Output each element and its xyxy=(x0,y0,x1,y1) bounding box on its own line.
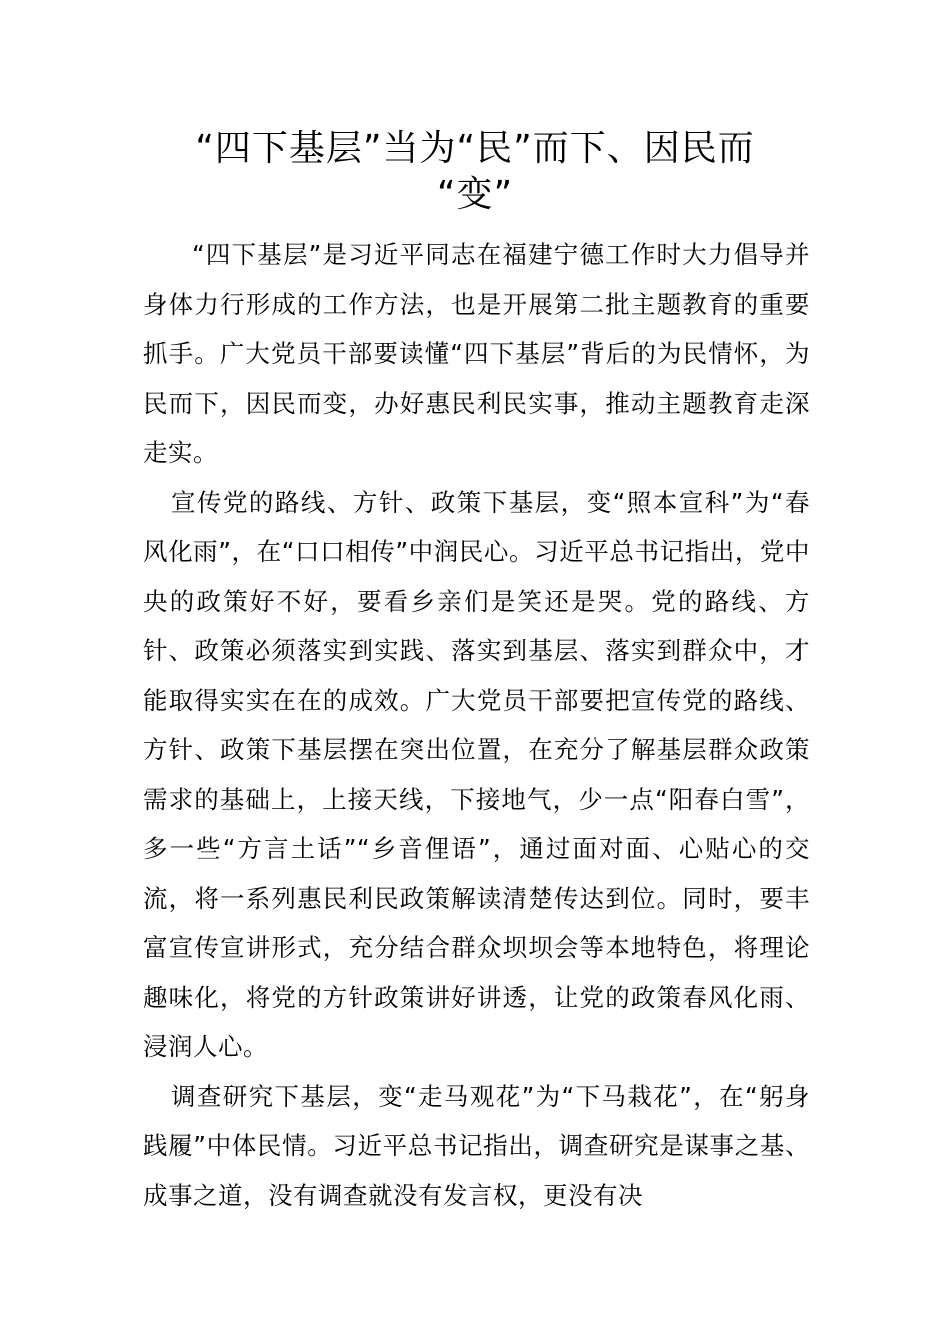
document-title xyxy=(0,126,950,218)
paragraph-policy-publicity: 宣传党的路线、方针、政策下基层，变“照本宣科”为“春风化雨”，在“口口相传”中润民心。习近平总书记指出，党中央的政策好不好，要看乡亲们是笑还是哭。党的路线、方针、政策必须落实到实践、落实到基层、落实到群众中，才能取得实实在在的成效。广大党员干部要把宣传党的路线、方针、政策下基层摆在突出位置，在充分了解基层群众政策需求的基础上，上接天线，下接地气，少一点“阳春白雪”，多一些“方言土话”“乡音俚语”，通过面对面、心贴心的交流，将一系列惠民利民政策解读清楚传达到位。同时，要丰富宣传宣讲形式，充分结合群众坝坝会等本地特色，将理论趣味化，将党的方针政策讲好讲透，让党的政策春风化雨、浸润人心。 xyxy=(143,487,810,1061)
title-line-2: “变” xyxy=(436,174,514,215)
paragraph-investigation: 调查研究下基层，变“走马观花”为“下马栽花”，在“躬身践履”中体民情。习近平总书记指出，调查研究是谋事之基、成事之道，没有调查就没有发言权，更没有决 xyxy=(143,1081,810,1210)
title-line-1: “四下基层”当为“民”而下、因民而 xyxy=(195,128,755,169)
document-body xyxy=(143,230,810,1220)
paragraph-intro: “四下基层”是习近平同志在福建宁德工作时大力倡导并身体力行形成的工作方法，也是开展第二批主题教育的重要抓手。广大党员干部要读懂“四下基层”背后的为民情怀，为民而下，因民而变，办好惠民利民实事，推动主题教育走深走实。 xyxy=(143,240,810,467)
